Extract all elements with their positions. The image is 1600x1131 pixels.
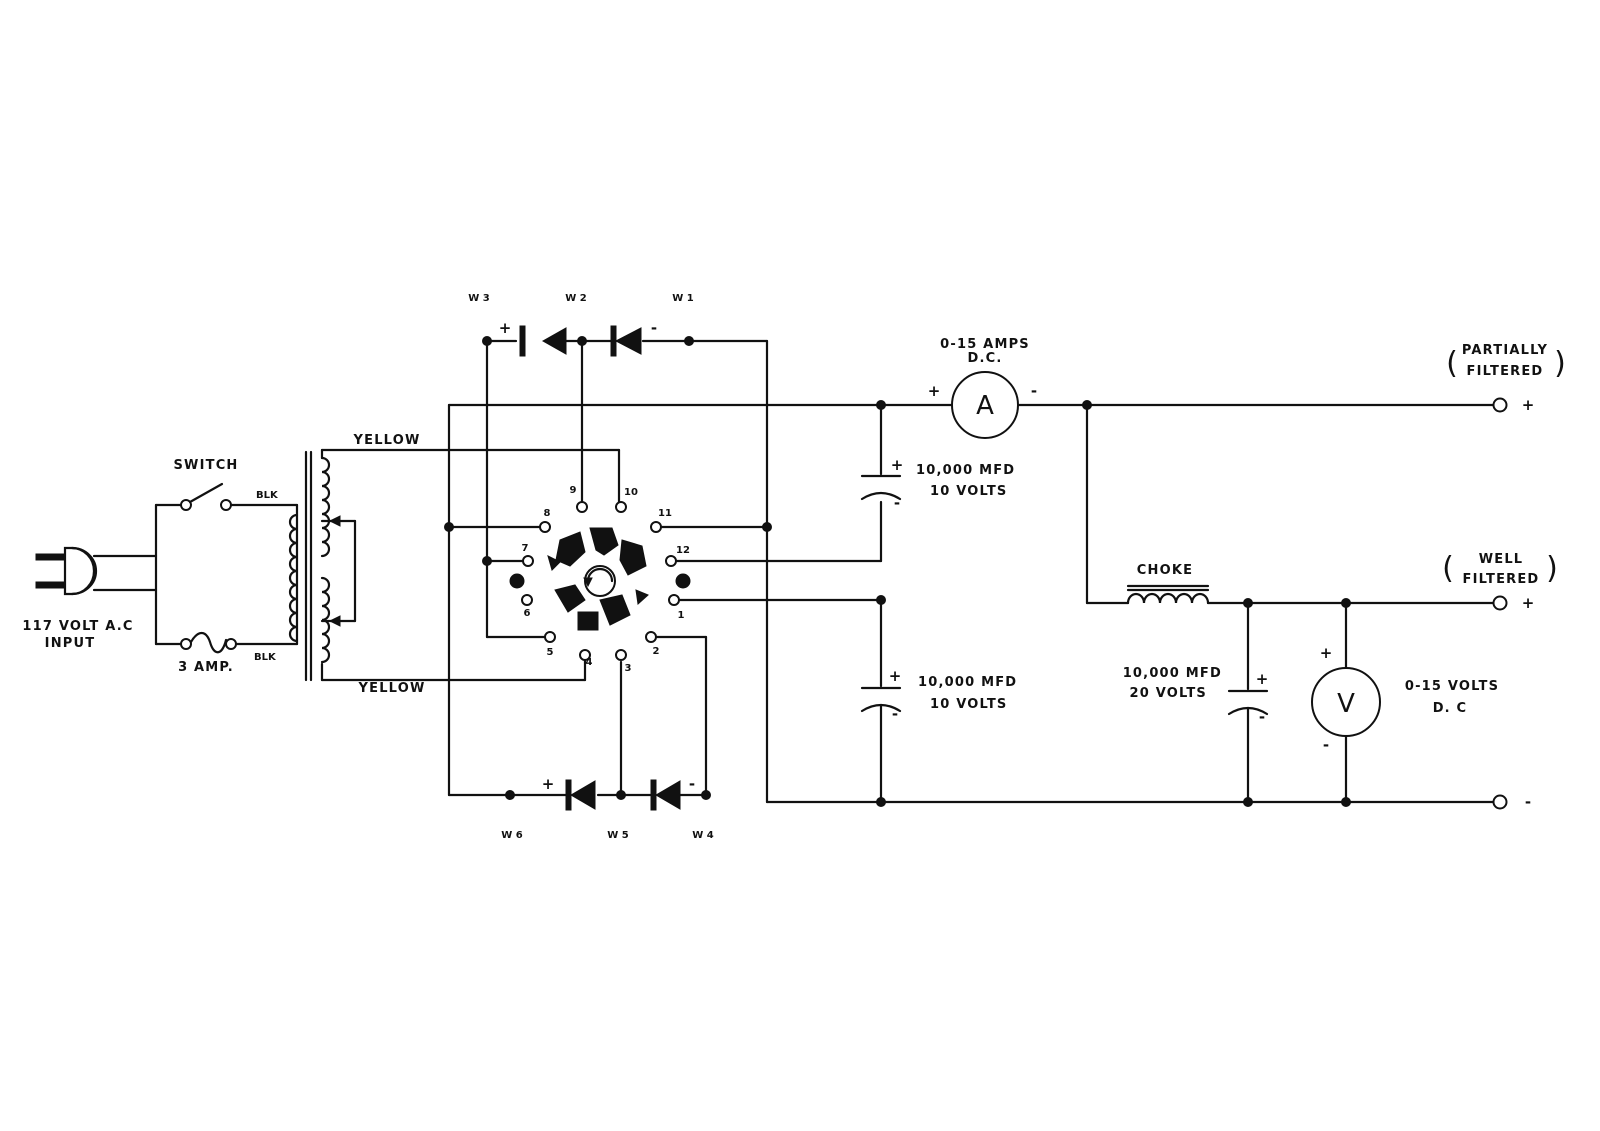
input-voltage-label: 117 VOLT A.C <box>22 619 134 634</box>
choke-label: CHOKE <box>1136 563 1194 578</box>
yellow-top-label: YELLOW <box>353 433 421 448</box>
position-1-label: 1 <box>677 610 685 621</box>
position-12-label: 12 <box>676 545 690 556</box>
ammeter-plus-sign: + <box>927 382 941 400</box>
partial-plus-sign: + <box>1521 396 1535 414</box>
cap2-voltage-label: 10 VOLTS <box>930 697 1008 712</box>
ac-plug-icon <box>36 548 156 594</box>
w4-minus-sign: - <box>688 775 696 793</box>
well-plus-sign: + <box>1521 594 1535 612</box>
rectifier-w1-label: W 1 <box>672 293 694 304</box>
well-open-paren: ( <box>1442 551 1454 586</box>
diode-w3-icon <box>520 326 566 356</box>
partial-close-paren: ) <box>1554 346 1566 381</box>
power-switch-icon <box>156 484 297 644</box>
position-9-label: 9 <box>569 485 577 496</box>
position-4-label: 4 <box>585 657 593 668</box>
w3-plus-sign: + <box>498 319 512 337</box>
ammeter-minus-sign: - <box>1030 382 1038 400</box>
voltmeter-plus-sign: + <box>1319 644 1333 662</box>
blk-bottom-label: BLK <box>254 652 276 663</box>
diode-w6-icon <box>566 780 595 810</box>
cap1-value-label: 10,000 MFD <box>916 463 1016 478</box>
cap3-voltage-label: 20 VOLTS <box>1129 686 1207 701</box>
voltmeter-symbol: V <box>1337 689 1355 719</box>
cap3-value-label: 10,000 MFD <box>1122 666 1222 681</box>
fuse-icon <box>156 633 297 652</box>
position-5-label: 5 <box>546 647 554 658</box>
position-8-label: 8 <box>543 508 551 519</box>
voltmeter-minus-sign: - <box>1322 736 1330 754</box>
w6-plus-sign: + <box>541 775 555 793</box>
cap3-minus-sign: - <box>1258 708 1266 726</box>
input-label: INPUT <box>44 636 96 651</box>
w1-minus-sign: - <box>650 319 658 337</box>
cap1-plus-sign: + <box>890 456 904 474</box>
position-7-label: 7 <box>521 543 529 554</box>
blk-top-label: BLK <box>256 490 278 501</box>
position-6-label: 6 <box>523 608 531 619</box>
partial-open-paren: ( <box>1446 346 1458 381</box>
rotary-switch-icon <box>445 450 882 680</box>
negative-minus-sign: - <box>1524 793 1532 811</box>
position-3-label: 3 <box>624 663 632 674</box>
yellow-bottom-label: YELLOW <box>358 681 426 696</box>
rectifier-w5-label: W 5 <box>607 830 629 841</box>
position-2-label: 2 <box>652 646 660 657</box>
capacitor-3-icon <box>1229 603 1267 802</box>
cap1-minus-sign: - <box>893 494 901 512</box>
rectifier-w4-label: W 4 <box>692 830 714 841</box>
cap2-plus-sign: + <box>888 667 902 685</box>
ammeter-type-label: D.C. <box>967 351 1003 366</box>
choke-icon <box>1087 586 1494 608</box>
cap1-voltage-label: 10 VOLTS <box>930 484 1008 499</box>
position-11-label: 11 <box>658 508 672 519</box>
well-line1-label: WELL <box>1478 552 1524 567</box>
diode-w1-icon <box>611 326 641 356</box>
position-10-label: 10 <box>624 487 638 498</box>
fuse-label: 3 AMP. <box>178 660 234 675</box>
rectifier-w2-label: W 2 <box>565 293 587 304</box>
cap2-minus-sign: - <box>891 705 899 723</box>
cap3-plus-sign: + <box>1255 670 1269 688</box>
capacitor-2-icon <box>862 596 900 803</box>
ammeter-range-label: 0-15 AMPS <box>940 337 1030 352</box>
rectifier-w6-label: W 6 <box>501 830 523 841</box>
diode-w4-icon <box>651 780 680 810</box>
rectifier-w3-label: W 3 <box>468 293 490 304</box>
ammeter-symbol: A <box>976 391 994 421</box>
partial-line1-label: PARTIALLY <box>1461 343 1549 358</box>
well-line2-label: FILTERED <box>1462 572 1540 587</box>
output-terminals <box>1494 399 1507 809</box>
cap2-value-label: 10,000 MFD <box>918 675 1018 690</box>
well-close-paren: ) <box>1546 551 1558 586</box>
voltmeter-type-label: D. C <box>1432 701 1468 716</box>
switch-label: SWITCH <box>173 458 239 473</box>
negative-bus <box>767 798 1494 807</box>
voltmeter-range-label: 0-15 VOLTS <box>1404 679 1500 694</box>
partial-line2-label: FILTERED <box>1466 364 1544 379</box>
